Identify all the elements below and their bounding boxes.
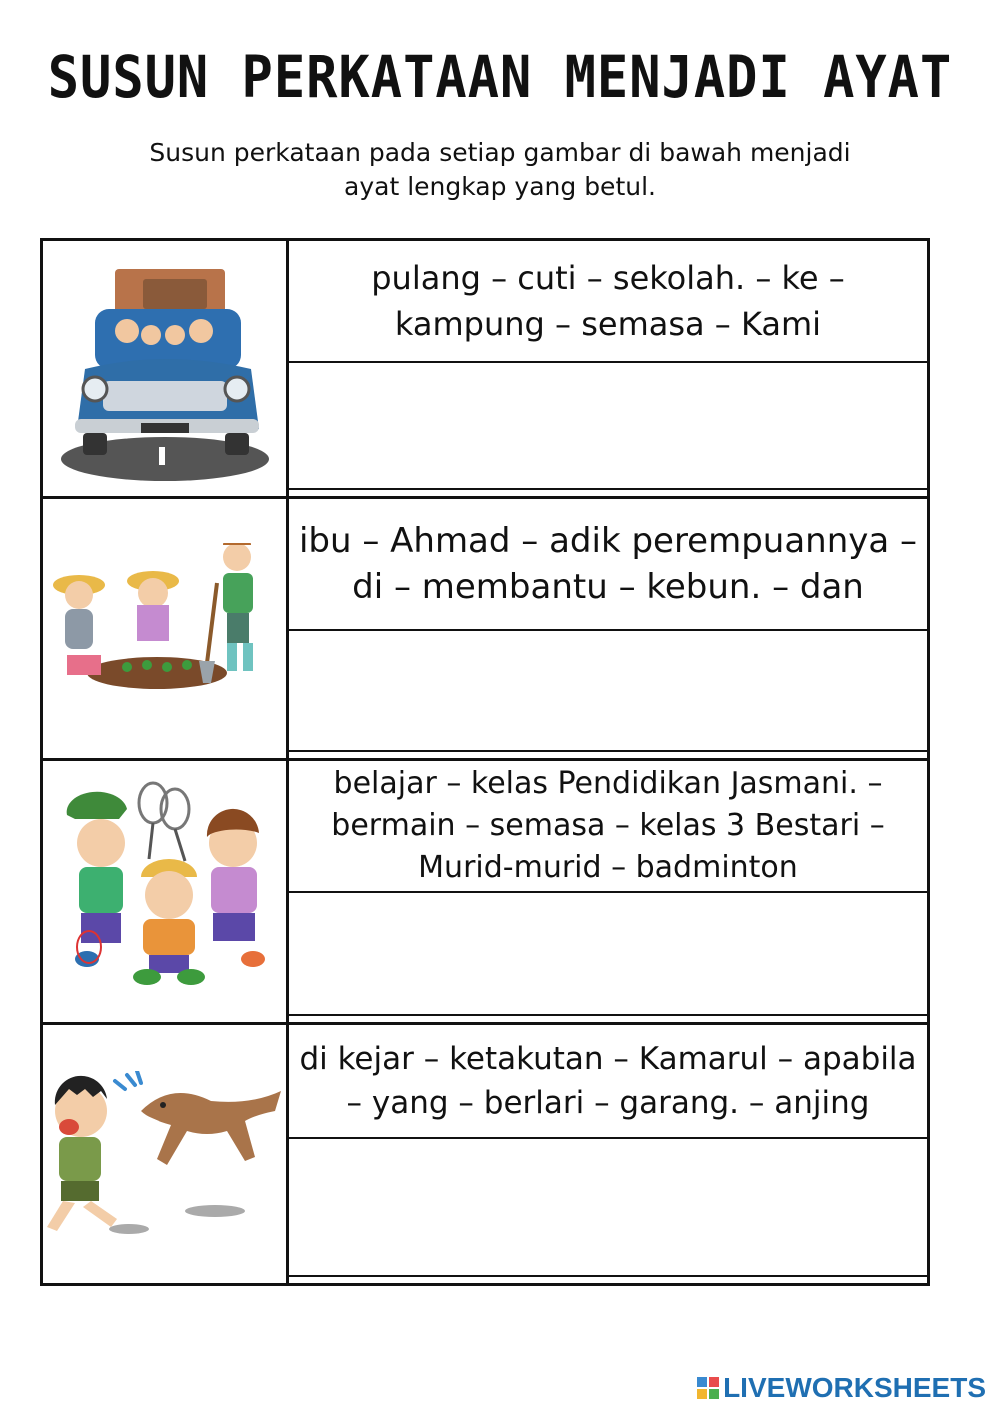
answer-field[interactable]: [289, 1139, 927, 1277]
children-gardening-icon: [37, 543, 287, 693]
exercise-row-3: [43, 761, 927, 1025]
kids-badminton-icon: [57, 779, 277, 989]
jumbled-words: [289, 499, 927, 631]
exercise-row-4: [43, 1025, 927, 1283]
instructions: [100, 136, 900, 204]
instruction-line-1: Susun perkataan pada setiap gambar di bawah menjadi: [149, 138, 851, 167]
words-line: – yang – berlari – garang. – anjing: [346, 1085, 870, 1121]
exercise-row-1: [43, 241, 927, 499]
liveworksheets-branding: [697, 1372, 986, 1404]
picture-cell: [43, 761, 289, 1022]
picture-cell: [43, 241, 289, 496]
words-line: ibu – Ahmad – adik perempuannya –: [298, 521, 918, 561]
family-car-trip-icon: [55, 269, 277, 483]
answer-field[interactable]: [289, 363, 927, 490]
exercise-table: [40, 238, 930, 1286]
words-line: kampung – semasa – Kami: [394, 305, 822, 343]
words-line: pulang – cuti – sekolah. – ke –: [371, 259, 845, 297]
words-line: Murid-murid – badminton: [418, 850, 798, 885]
words-line: belajar – kelas Pendidikan Jasmani. –: [333, 766, 883, 801]
liveworksheets-logo-icon: [697, 1377, 719, 1399]
jumbled-words: [289, 761, 927, 893]
exercise-row-2: [43, 499, 927, 761]
words-line: di – membantu – kebun. – dan: [352, 567, 864, 607]
words-line: di kejar – ketakutan – Kamarul – apabila: [299, 1041, 917, 1077]
picture-cell: [43, 499, 289, 758]
brand-name: LIVEWORKSHEETS: [723, 1372, 986, 1403]
jumbled-words: [289, 1025, 927, 1139]
page-title: SUSUN PERKATAAN MENJADI AYAT: [47, 44, 953, 112]
picture-cell: [43, 1025, 289, 1283]
answer-field[interactable]: [289, 893, 927, 1016]
boy-chased-by-dog-icon: [45, 1071, 285, 1241]
instruction-line-2: ayat lengkap yang betul.: [344, 172, 656, 201]
words-line: bermain – semasa – kelas 3 Bestari –: [331, 808, 885, 843]
jumbled-words: [289, 241, 927, 363]
answer-field[interactable]: [289, 631, 927, 752]
